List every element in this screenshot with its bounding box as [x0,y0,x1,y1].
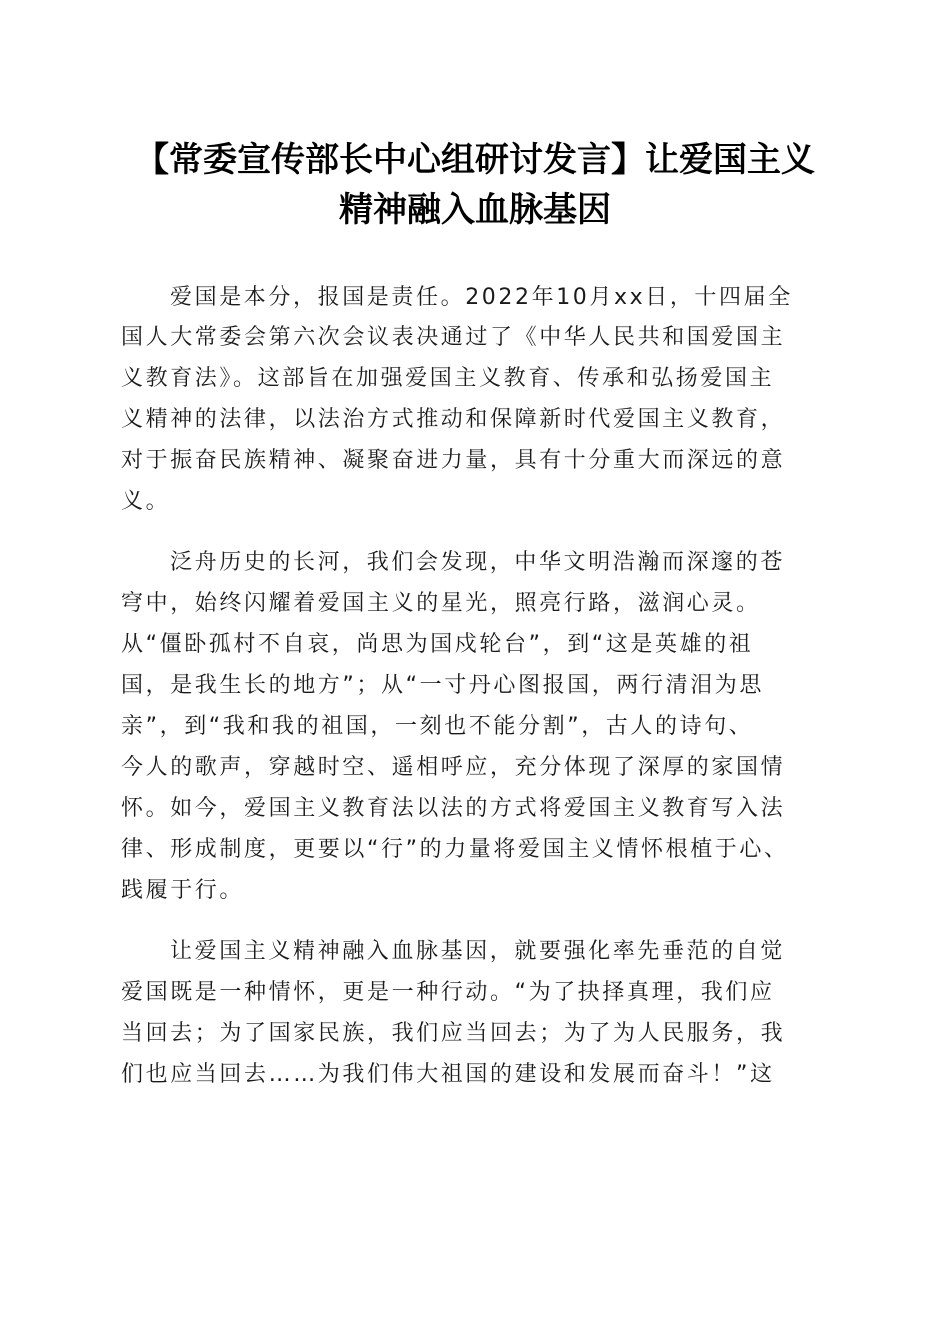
paragraph-2-line-1: 泛舟历史的长河，我们会发现，中华文明浩瀚而深邃的苍 [170,550,786,575]
paragraph-2-line-9: 践履于行。 [121,878,245,903]
paragraph-2-line-5: 亲”，到“我和我的祖国，一刻也不能分割”，古人的诗句、 [121,714,754,739]
paragraph-2-line-6: 今人的歌声，穿越时空、遥相呼应，充分体现了深厚的家国情 [121,755,786,780]
paragraph-3-line-2: 爱国既是一种情怀，更是一种行动。“为了抉择真理，我们应 [121,980,775,1005]
paragraph-1-line-1: 爱国是本分，报国是责任。2022年10月xx日，十四届全 [170,285,793,310]
paragraph-1-line-6: 义。 [121,489,171,514]
paragraph-1-line-3: 义教育法》。这部旨在加强爱国主义教育、传承和弘扬爱国主 [121,366,775,391]
paragraph-3-line-3: 当回去；为了国家民族，我们应当回去；为了为人民服务，我 [121,1021,786,1046]
paragraph-1-line-5: 对于振奋民族精神、凝聚奋进力量，具有十分重大而深远的意 [121,448,786,473]
paragraph-1-line-4: 义精神的法律，以法治方式推动和保障新时代爱国主义教育， [121,407,786,432]
paragraph-2-line-3: 从“僵卧孤村不自哀，尚思为国戍轮台”，到“这是英雄的祖 [121,632,754,657]
paragraph-1-line-2: 国人大常委会第六次会议表决通过了《中华人民共和国爱国主 [121,325,786,350]
paragraph-2-line-8: 律、形成制度，更要以“行”的力量将爱国主义情怀根植于心、 [121,837,789,862]
paragraph-2-line-7: 怀。如今，爱国主义教育法以法的方式将爱国主义教育写入法 [121,796,786,821]
document-title-line-2: 精神融入血脉基因 [339,190,611,230]
paragraph-2-line-4: 国，是我生长的地方”；从“一寸丹心图报国，两行清泪为思 [121,673,764,698]
paragraph-3-line-4: 们也应当回去……为我们伟大祖国的建设和发展而奋斗！”这 [121,1062,775,1087]
paragraph-3-line-1: 让爱国主义精神融入血脉基因，就要强化率先垂范的自觉 [170,939,786,964]
document-title-line-1: 【常委宣传部长中心组研讨发言】让爱国主义 [135,140,815,180]
paragraph-2-line-2: 穹中，始终闪耀着爱国主义的星光，照亮行路，滋润心灵。 [121,591,761,616]
